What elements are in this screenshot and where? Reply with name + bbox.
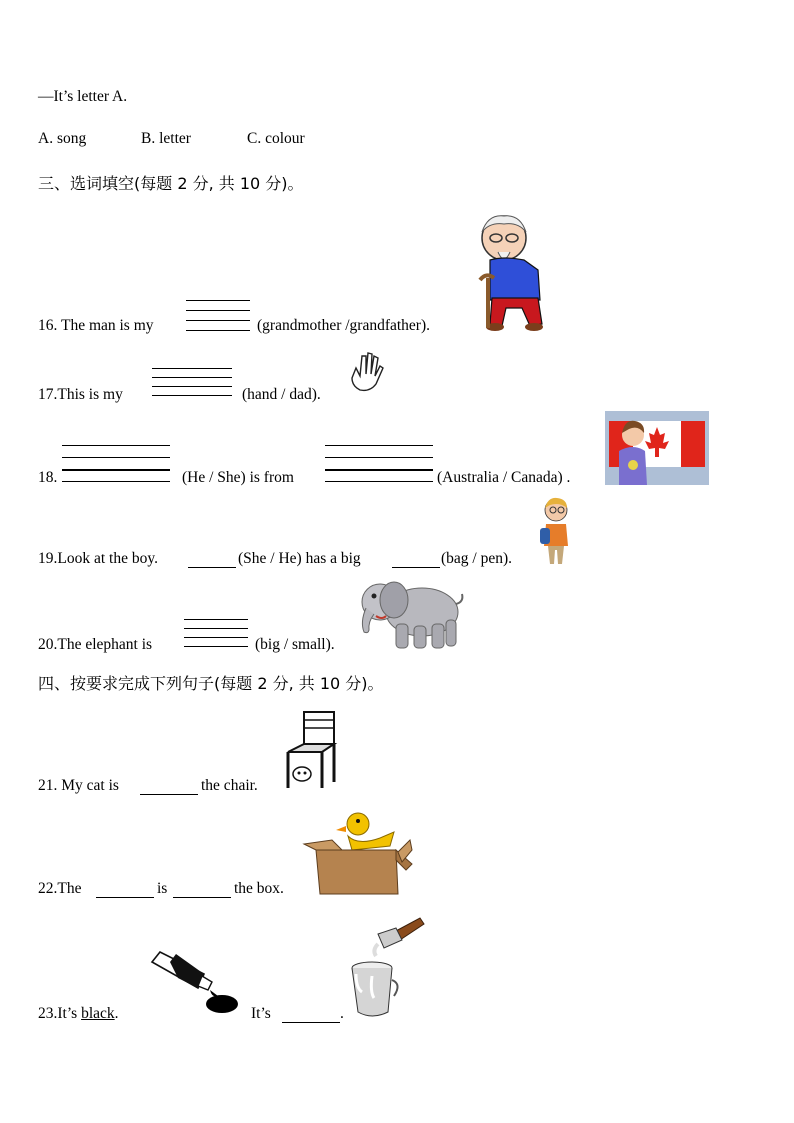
q21-blank[interactable] — [140, 780, 198, 795]
q17-writing-lines[interactable] — [152, 368, 232, 398]
section3-title: 三、选词填空(每题 2 分, 共 10 分)。 — [38, 174, 304, 193]
q19-blank-2[interactable] — [392, 553, 440, 568]
q22-middle: is — [157, 880, 168, 897]
q16-prefix: 16. The man is my — [38, 317, 154, 334]
grandfather-image — [468, 208, 558, 333]
q23-end: . — [340, 1005, 344, 1022]
duck-in-box-image — [302, 810, 414, 896]
q15-option-b[interactable]: B. letter — [141, 130, 191, 147]
q18-writing-lines-2[interactable] — [325, 445, 433, 483]
q16-choices: (grandmother /grandfather). — [257, 317, 431, 334]
q21-suffix: the chair. — [201, 777, 258, 794]
q23-word: black — [81, 1005, 115, 1022]
q21-prefix: 21. My cat is — [38, 777, 119, 794]
q22-prefix: 22.The — [38, 880, 82, 897]
q15-option-c[interactable]: C. colour — [247, 130, 305, 147]
q23-prefix: 23.It’s — [38, 1005, 78, 1022]
q15-answer-line: —It’s letter A. — [38, 88, 128, 105]
q23-period: . — [114, 1005, 119, 1022]
q22-blank-2[interactable] — [173, 883, 231, 898]
white-paint-bucket-image — [348, 916, 424, 1020]
q19-choices-1: (She / He) has a big — [238, 550, 361, 567]
q18-number: 18. — [38, 469, 58, 486]
q19-blank-1[interactable] — [188, 553, 236, 568]
q15-option-a[interactable]: A. song — [38, 130, 87, 147]
q20-choices: (big / small). — [255, 636, 335, 653]
q16-writing-lines[interactable] — [186, 300, 250, 332]
boy-with-bag-image — [538, 496, 574, 566]
q18-choices-1: (He / She) is from — [182, 469, 294, 486]
q17-choices: (hand / dad). — [242, 386, 321, 403]
q19-choices-2: (bag / pen). — [441, 550, 513, 567]
q20-writing-lines[interactable] — [184, 619, 248, 649]
q23-blank[interactable] — [282, 1008, 340, 1023]
q23-sentence — [38, 1005, 119, 1023]
elephant-image — [356, 576, 468, 652]
hand-image — [346, 350, 386, 395]
q19-prefix: 19.Look at the boy. — [38, 550, 158, 567]
q20-prefix: 20.The elephant is — [38, 636, 153, 653]
q23-second-prefix: It’s — [251, 1005, 271, 1022]
q22-suffix: the box. — [234, 880, 284, 897]
chair-with-cat-image — [284, 710, 340, 790]
section4-title: 四、按要求完成下列句子(每题 2 分, 共 10 分)。 — [38, 674, 384, 693]
q22-blank-1[interactable] — [96, 883, 154, 898]
q18-choices-2: (Australia / Canada) . — [437, 469, 571, 486]
black-paint-tube-image — [146, 948, 242, 1016]
boy-canada-flag-image — [605, 411, 709, 485]
q17-prefix: 17.This is my — [38, 386, 123, 403]
q18-writing-lines-1[interactable] — [62, 445, 170, 483]
